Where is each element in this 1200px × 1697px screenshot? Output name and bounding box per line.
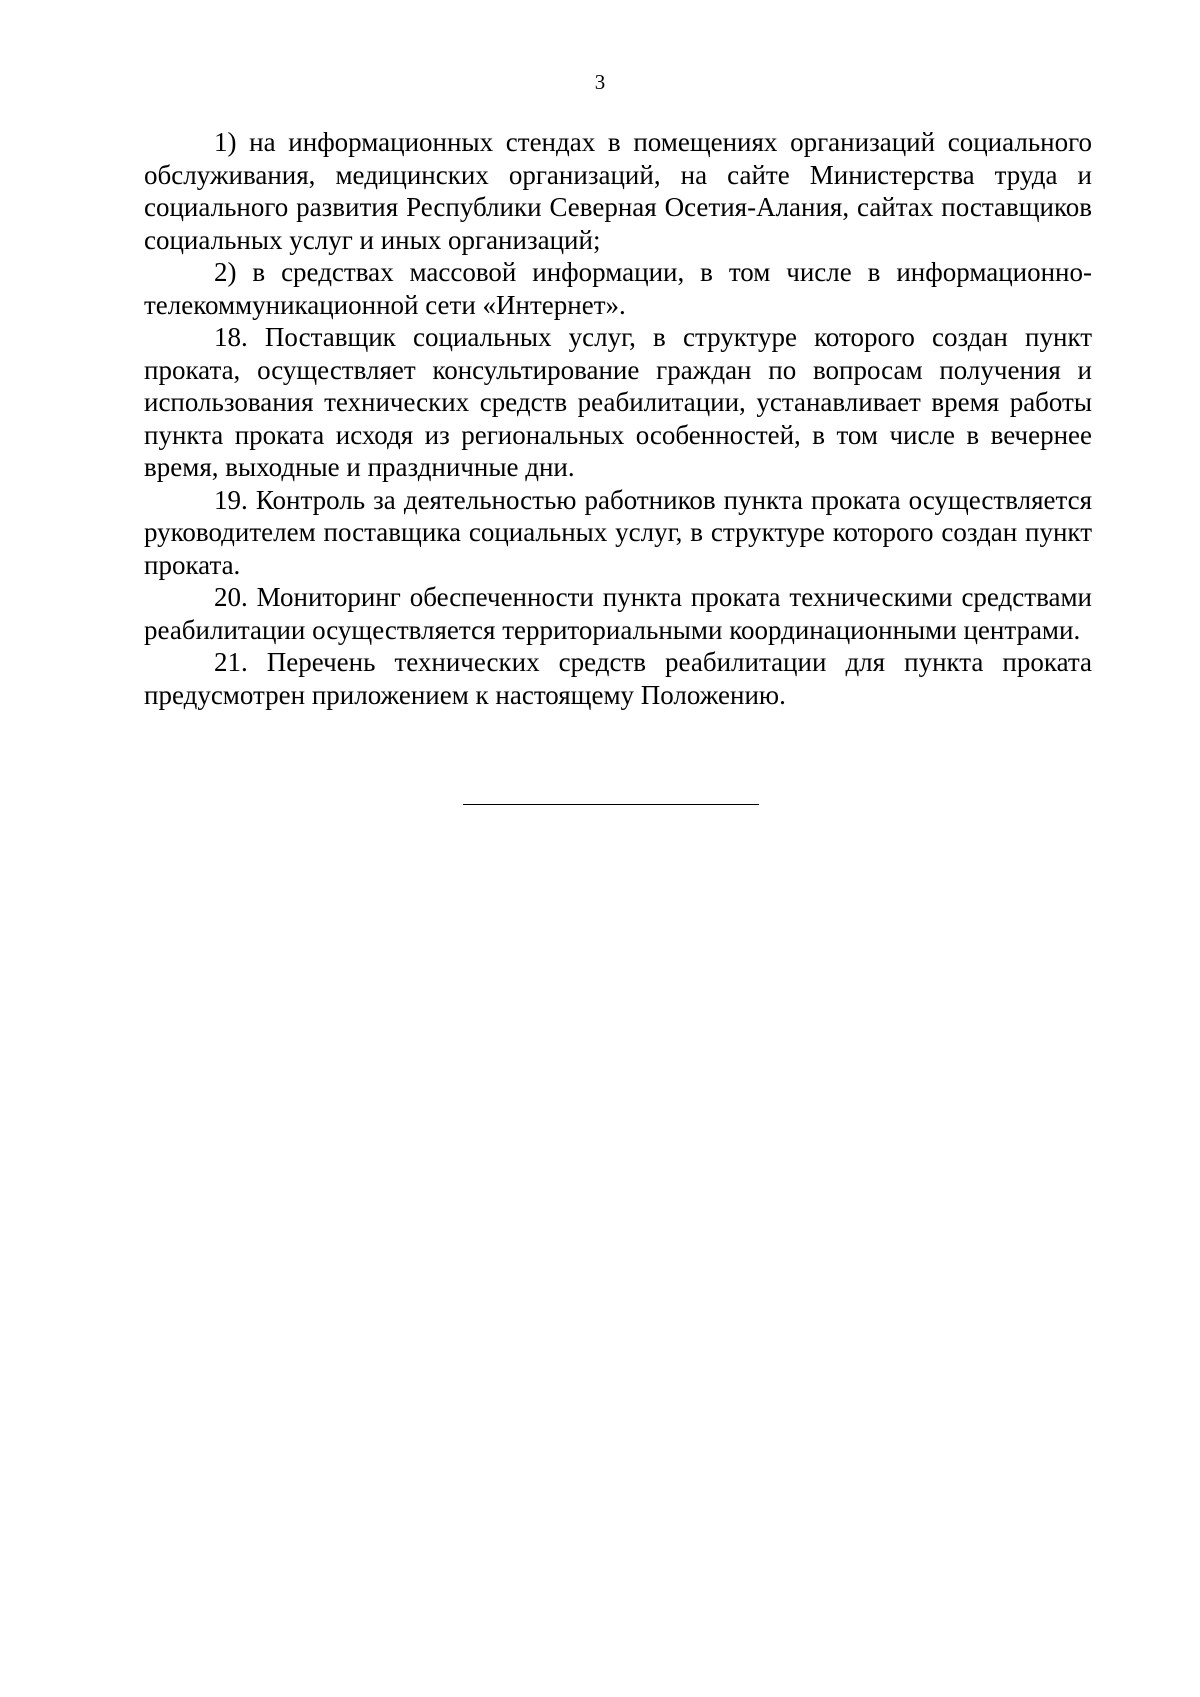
- page-number: 3: [594, 70, 606, 94]
- paragraph-21: 21. Перечень технических средств реабилитации для пункта проката предусмотрен приложением к настоящему Положению.: [144, 647, 1092, 710]
- end-divider-line: [463, 804, 759, 805]
- paragraph-item-1: 1) на информационных стендах в помещениях организаций социального обслуживания, медицинских организаций, на сайте Министерства труда и социального развития Республики Северная Осетия-Алания, сайтах поставщиков социальных услуг и иных организаций;: [144, 127, 1092, 255]
- paragraph-18: 18. Поставщик социальных услуг, в структуре которого создан пункт проката, осуществляет консультирование граждан по вопросам получения и использования технических средств реабилитации, устанавливает время работы пункта проката исходя из региональных особенностей, в том числе в вечернее время, выходные и праздничные дни.: [144, 322, 1092, 482]
- paragraph-20: 20. Мониторинг обеспеченности пункта проката техническими средствами реабилитации осуществляется территориальными координационными центрами.: [144, 582, 1092, 645]
- paragraph-19: 19. Контроль за деятельностью работников пункта проката осуществляется руководителем поставщика социальных услуг, в структуре которого создан пункт проката.: [144, 484, 1092, 580]
- paragraph-item-2: 2) в средствах массовой информации, в том числе в информационно-телекоммуникационной сети «Интернет».: [144, 257, 1092, 320]
- document-body: [144, 126, 1092, 711]
